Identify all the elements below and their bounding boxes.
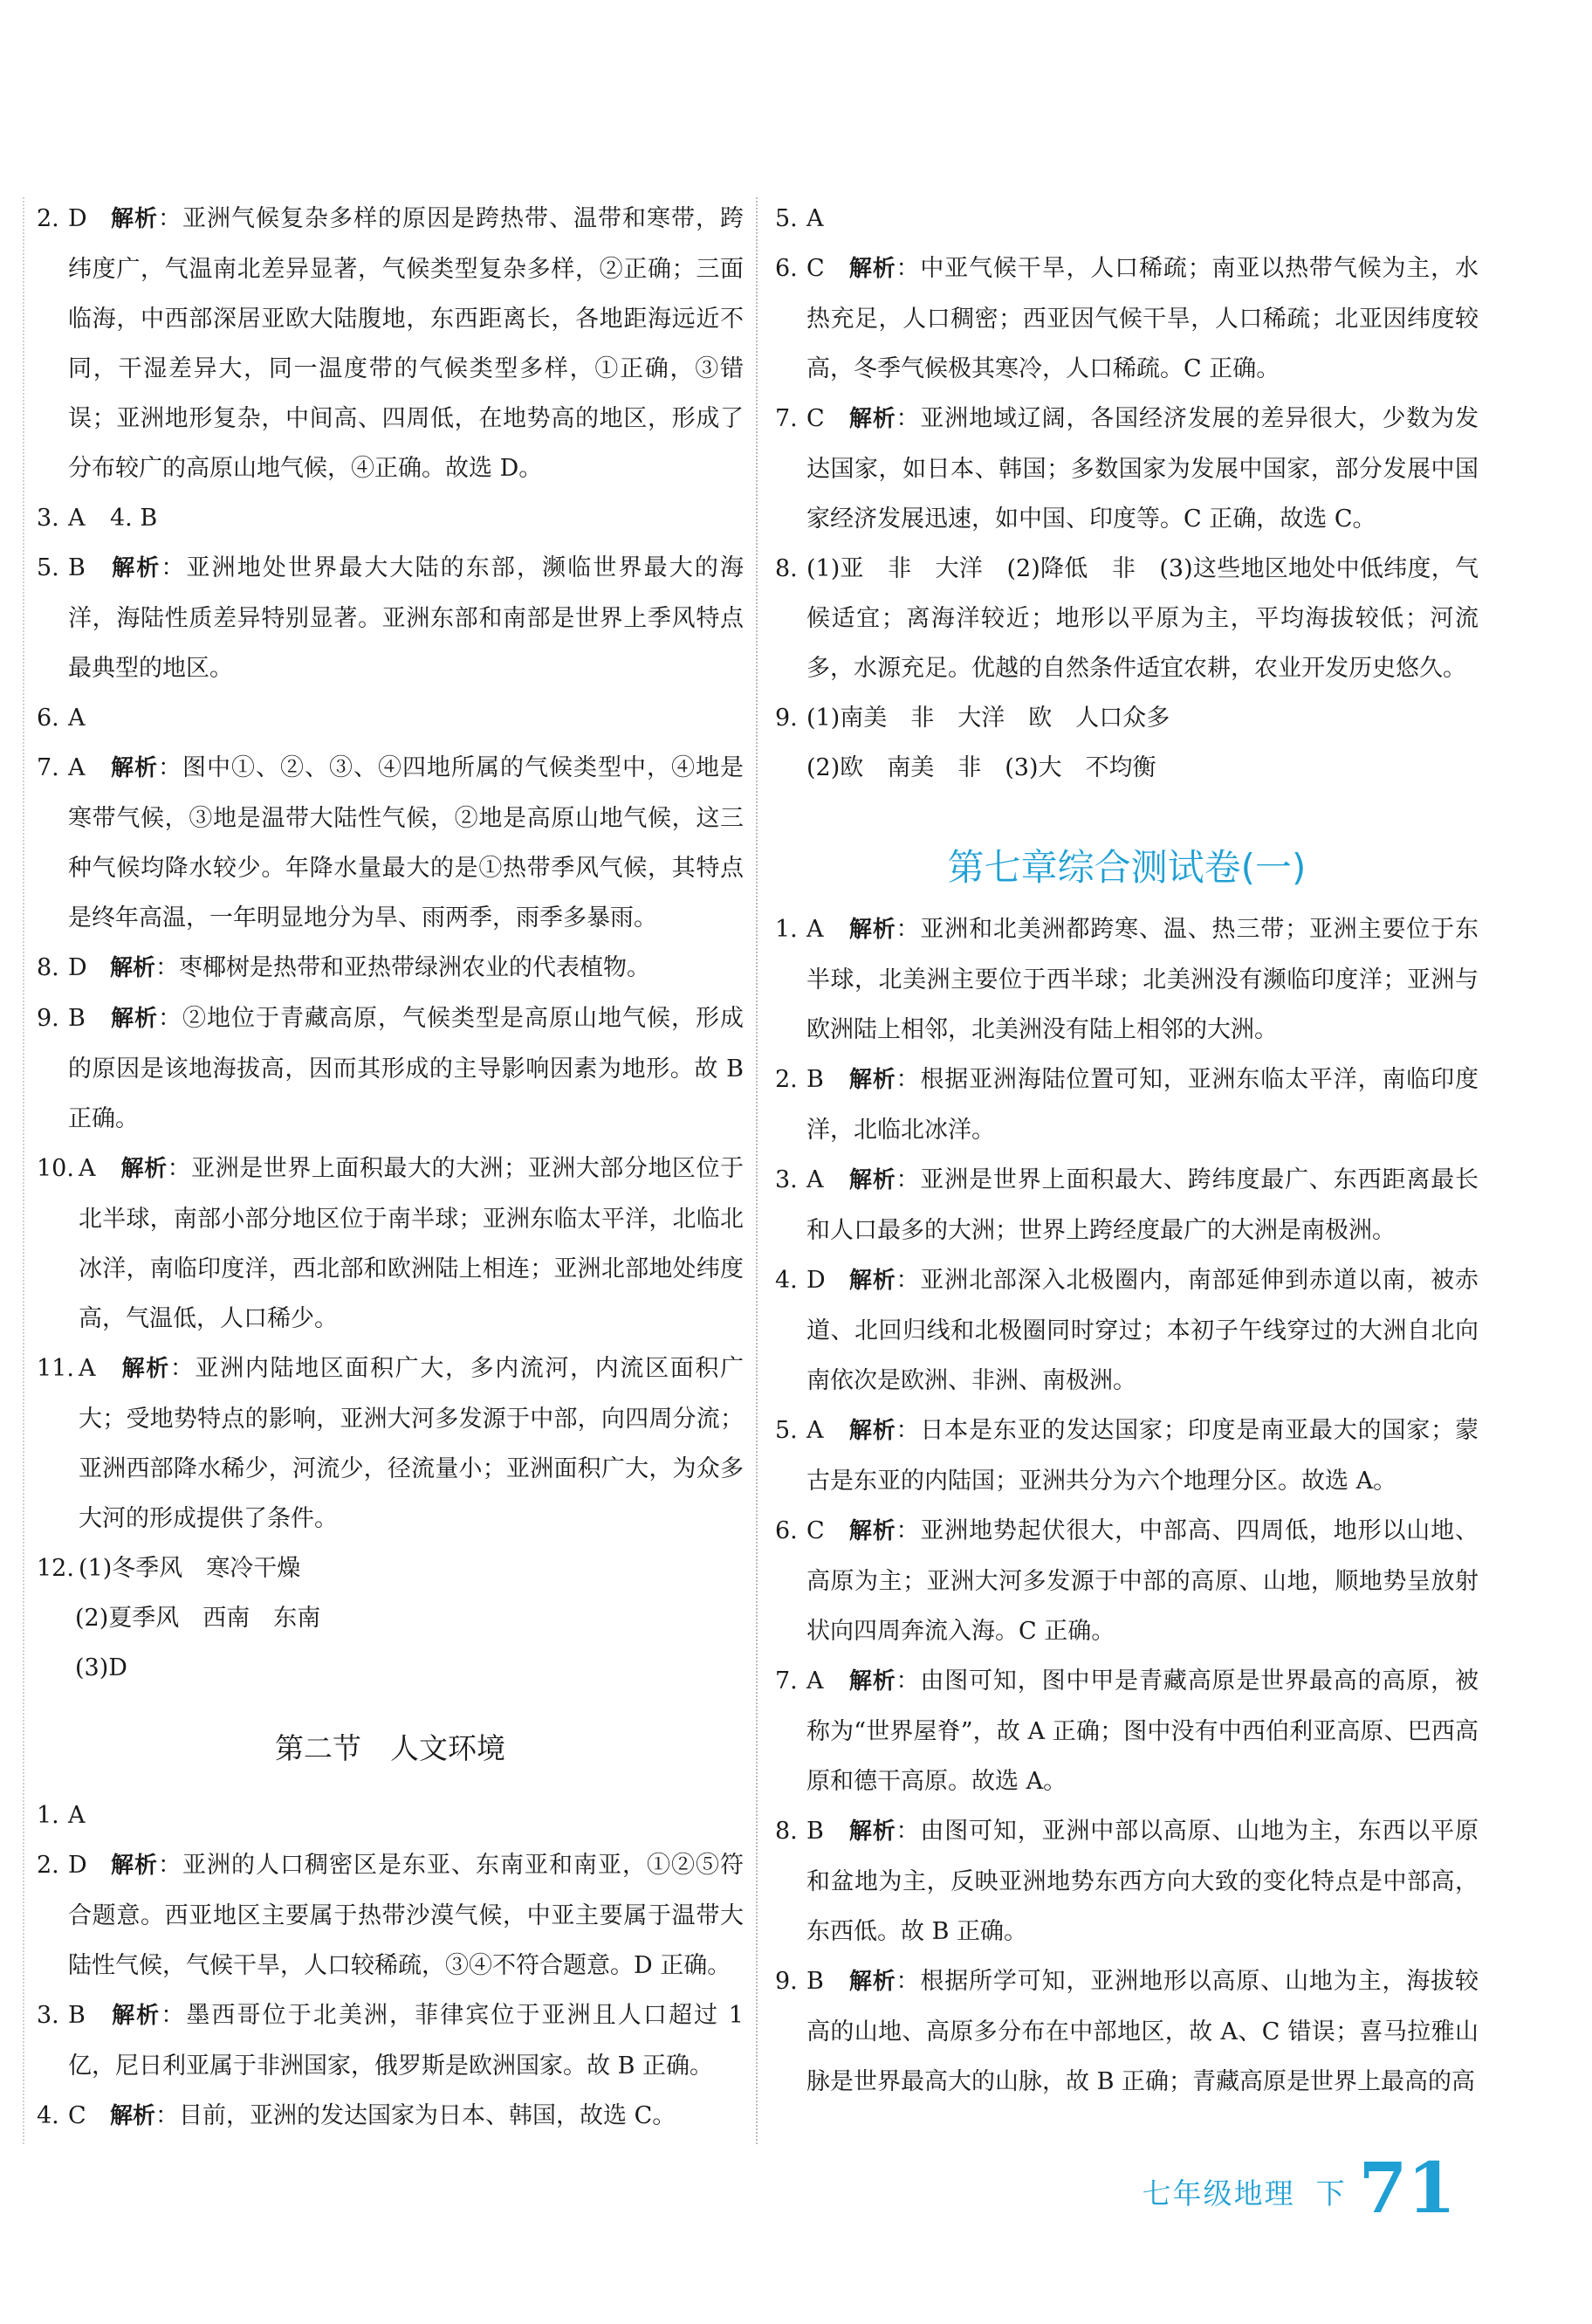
answer-text: ：图中①、②、③、④四地所属的气候类型中，④地是寒带气候，③地是温带大陆性气候，②地是高原山地气候，这三种气候均降水较少。年降水量最大的是①热带季风气候，其特点是终年高温，一年明显地分为旱、雨两季，雨季多暴雨。 [68,754,744,932]
question-number: 9. [775,705,798,732]
question-number: 7. [37,754,59,781]
answer-item [37,743,744,943]
answer-item [775,394,1479,544]
answer-choice: C [68,2102,86,2129]
analysis-label: 解析 [110,2003,161,2029]
answer-line: (3)D [75,1654,127,1681]
page-number: 71 [1358,2147,1456,2229]
question-number: 7. [775,405,798,432]
answer-text: ：日本是东亚的发达国家；印度是南亚最大的国家；蒙古是东亚的内陆国；亚洲共分为六个地理分区。故选 A。 [806,1417,1479,1495]
analysis-label: 解析 [848,1668,896,1695]
answer-text: ：根据所学可知，亚洲地形以高原、山地为主，海拔较高的山地、高原多分布在中部地区，故 A、C 错误；喜马拉雅山脉是世界最高大的山脉，故 B 正确；青藏高原是世界上最高的高 [806,1968,1479,2095]
answer-item [775,1806,1479,1956]
answer-choice: C [806,1517,825,1544]
question-number: 10. [37,1155,74,1182]
question-number: 11. [37,1355,74,1382]
question-number: 9. [37,1005,59,1032]
question-number: 4. [775,1267,798,1294]
answer-text: ：亚洲是世界上面积最大、跨纬度最广、东西距离最长和人口最多的大洲；世界上跨经度最广的大洲是南极洲。 [806,1166,1479,1244]
question-number: 9. [775,1968,798,1995]
question-number: 3. [37,505,59,532]
analysis-label: 解析 [120,1356,170,1382]
answer-text: 4. B [110,505,158,532]
analysis-label: 解析 [110,755,158,781]
question-12 [37,1544,744,1693]
analysis-label: 解析 [848,1067,896,1093]
answer-choice: D [68,205,87,232]
question-number: 5. [775,1417,798,1444]
answer-choice: D [68,954,87,981]
answer-choice: A [806,1667,824,1695]
analysis-label: 解析 [848,917,896,943]
answer-item [775,1656,1479,1806]
answer-list [775,904,1479,2107]
question-number: 6. [37,705,59,732]
answer-choice: A [806,916,824,943]
analysis-label: 解析 [848,1418,896,1444]
answer-line: (1)冬季风 寒冷干燥 [79,1555,301,1582]
answer-choice: A [806,1417,824,1444]
answer-list [37,1791,744,2142]
answer-choice: B [806,1066,824,1093]
column-divider [756,197,758,2144]
analysis-label: 解析 [848,406,896,432]
answer-choice: A [68,505,86,532]
answer-text: ：亚洲和北美洲都跨寒、温、热三带；亚洲主要位于东半球，北美洲主要位于西半球；北美洲没有濒临印度洋；亚洲与欧洲陆上相邻，北美洲没有陆上相邻的大洲。 [806,916,1479,1043]
question-number: 3. [37,2002,59,2029]
answer-item [775,904,1479,1055]
answer-item [37,994,744,1144]
question-9 [775,693,1479,793]
answer-choice: A [68,1802,86,1829]
answer-item [37,693,744,743]
answer-choice: C [806,405,825,432]
left-column [37,194,744,2142]
question-number: 3. [775,1166,798,1193]
question-number: 1. [775,916,798,943]
answer-item [37,2091,744,2142]
answer-item [775,1956,1479,2107]
question-number: 4. [37,2102,59,2129]
analysis-label: 解析 [110,1006,158,1032]
answer-choice: B [68,1005,86,1032]
answer-text: ：亚洲是世界上面积最大的大洲；亚洲大部分地区位于北半球，南部小部分地区位于南半球；亚洲东临太平洋，北临北冰洋，南临印度洋，西北部和欧洲陆上相连；亚洲北部地处纬度高，气温低，人口稀少。 [79,1155,744,1332]
answer-item [775,1506,1479,1656]
answer-text: ：目前，亚洲的发达国家为日本、韩国，故选 C。 [155,2102,676,2129]
question-number: 8. [775,1818,798,1845]
answer-choice: C [806,255,825,282]
answer-item [37,543,744,693]
answer-item [775,244,1479,394]
answer-line: (2)欧 南美 非 (3)大 不均衡 [806,754,1156,781]
question-number: 1. [37,1802,59,1829]
answer-choice: D [806,1267,826,1294]
question-number: 5. [37,554,59,581]
answer-item [37,493,744,543]
answer-text: ：亚洲地域辽阔，各国经济发展的差异很大，少数为发达国家，如日本、韩国；多数国家为发展中国家，部分发展中国家经济发展迅速，如中国、印度等。C 正确，故选 C。 [806,405,1479,533]
answer-choice: B [806,1818,824,1845]
answer-item [775,1406,1479,1506]
answer-choice: A [79,1155,96,1182]
analysis-label: 解析 [110,1853,158,1879]
analysis-label: 解析 [848,1969,896,1995]
question-number: 6. [775,1517,798,1544]
answer-item [37,1144,744,1344]
answer-list [37,194,744,1544]
chapter-title: 第七章综合测试卷(一) [947,846,1307,889]
question-number: 2. [37,1852,59,1879]
answer-choice: A [68,754,86,781]
answer-choice: A [79,1355,96,1382]
answer-item [775,1255,1479,1406]
question-number: 2. [37,205,59,232]
analysis-label: 解析 [848,1268,896,1294]
answer-line: (2)夏季风 西南 东南 [75,1605,321,1632]
analysis-label: 解析 [848,256,896,282]
answer-text: ：亚洲北部深入北极圈内，南部延伸到赤道以南，被赤道、北回归线和北极圈同时穿过；本初子午线穿过的大洲自北向南依次是欧洲、非洲、南极洲。 [806,1267,1479,1394]
answer-item [775,1155,1479,1255]
analysis-label: 解析 [848,1518,896,1544]
analysis-label: 解析 [848,1819,896,1845]
question-number: 8. [37,954,59,981]
answer-choice: A [806,1166,824,1193]
answer-text: ：亚洲内陆地区面积广大，多内流河，内流区面积广大；受地势特点的影响，亚洲大河多发源于中部，向四周分流；亚洲西部降水稀少，河流少，径流量小；亚洲面积广大，为众多大河的形成提供了条件。 [79,1355,744,1532]
question-number: 8. [775,555,798,582]
answer-text: ：枣椰树是热带和亚热带绿洲农业的代表植物。 [155,954,651,981]
page-edge-line [23,197,24,2144]
answer-choice: A [806,205,824,232]
answer-list [775,194,1479,693]
answer-item [37,1344,744,1544]
answer-item [37,194,744,493]
grade-subject-label: 七年级地理 [1142,2176,1295,2211]
answer-choice: B [68,2002,86,2029]
answer-item [37,943,744,994]
right-column [775,194,1479,2107]
answer-text: ：亚洲地势起伏很大，中部高、四周低，地形以山地、高原为主；亚洲大河多发源于中部的高原、山地，顺地势呈放射状向四周奔流入海。C 正确。 [806,1517,1479,1645]
volume-label: 下 [1315,2176,1345,2211]
answer-item [775,693,1479,743]
answer-item [37,1544,744,1593]
page-footer [1142,2147,1456,2229]
question-number: 2. [775,1066,798,1093]
answer-text: ：由图可知，亚洲中部以高原、山地为主，东西以平原和盆地为主，反映亚洲地势东西方向大致的变化特点是中部高，东西低。故 B 正确。 [806,1818,1479,1945]
answer-item [775,1055,1479,1155]
analysis-label: 解析 [110,2103,156,2129]
question-number: 6. [775,255,798,282]
analysis-label: 解析 [110,206,158,232]
answer-text: ：由图可知，图中甲是青藏高原是世界最高的高原，被称为“世界屋脊”，故 A 正确；图中没有中西伯利亚高原、巴西高原和德干高原。故选 A。 [806,1667,1479,1795]
answer-item [775,544,1479,693]
analysis-label: 解析 [848,1167,896,1193]
section-title: 第二节 人文环境 [275,1731,505,1765]
question-number: 12. [37,1555,74,1582]
answer-item [37,1991,744,2091]
answer-text: ：亚洲气候复杂多样的原因是跨热带、温带和寒带，跨纬度广，气温南北差异显著，气候类型复杂多样，②正确；三面临海，中西部深居亚欧大陆腹地，东西距离长，各地距海远近不同，干湿差异大，同一温度带的气候类型多样，①正确，③错误；亚洲地形复杂，中间高、四周低，在地势高的地区，形成了分布较广的高原山地气候，④正确。故选 D。 [68,205,744,482]
answer-text: (1)亚 非 大洋 (2)降低 非 (3)这些地区地处中低纬度，气候适宜；离海洋较近；地形以平原为主，平均海拔较低；河流多，水源充足。优越的自然条件适宜农耕，农业开发历史悠久。 [806,555,1479,682]
answer-item [37,1791,744,1840]
question-number: 5. [775,205,798,232]
analysis-label: 解析 [110,955,156,981]
answer-choice: B [68,554,86,581]
answer-text: ：根据亚洲海陆位置可知，亚洲东临太平洋，南临印度洋，北临北冰洋。 [806,1066,1479,1144]
answer-text: ：中亚气候干旱，人口稀疏；南亚以热带气候为主，水热充足，人口稠密；西亚因气候干旱，人口稀疏；北亚因纬度较高，冬季气候极其寒冷，人口稀疏。C 正确。 [806,255,1479,382]
answer-choice: D [68,1852,87,1879]
answer-item [37,1840,744,1991]
answer-item [775,194,1479,244]
analysis-label: 解析 [110,555,161,581]
answer-choice: A [68,705,86,732]
question-number: 7. [775,1667,798,1695]
answer-text: ：亚洲的人口稠密区是东亚、东南亚和南亚，①②⑤符合题意。西亚地区主要属于热带沙漠气候，中亚主要属于温带大陆性气候，气候干旱，人口较稀疏，③④不符合题意。D 正确。 [68,1852,744,1979]
answer-text: ：亚洲地处世界最大大陆的东部，濒临世界最大的海洋，海陆性质差异特别显著。亚洲东部和南部是世界上季风特点最典型的地区。 [68,554,744,682]
answer-text: ：墨西哥位于北美洲，菲律宾位于亚洲且人口超过 1 亿，尼日利亚属于非洲国家，俄罗斯是欧洲国家。故 B 正确。 [68,2002,744,2080]
analysis-label: 解析 [120,1156,168,1182]
answer-text: ：②地位于青藏高原，气候类型是高原山地气候，形成的原因是该地海拔高，因而其形成的主导影响因素为地形。故 B 正确。 [68,1005,744,1132]
answer-choice: B [806,1968,824,1995]
answer-line: (1)南美 非 大洋 欧 人口众多 [806,705,1170,732]
